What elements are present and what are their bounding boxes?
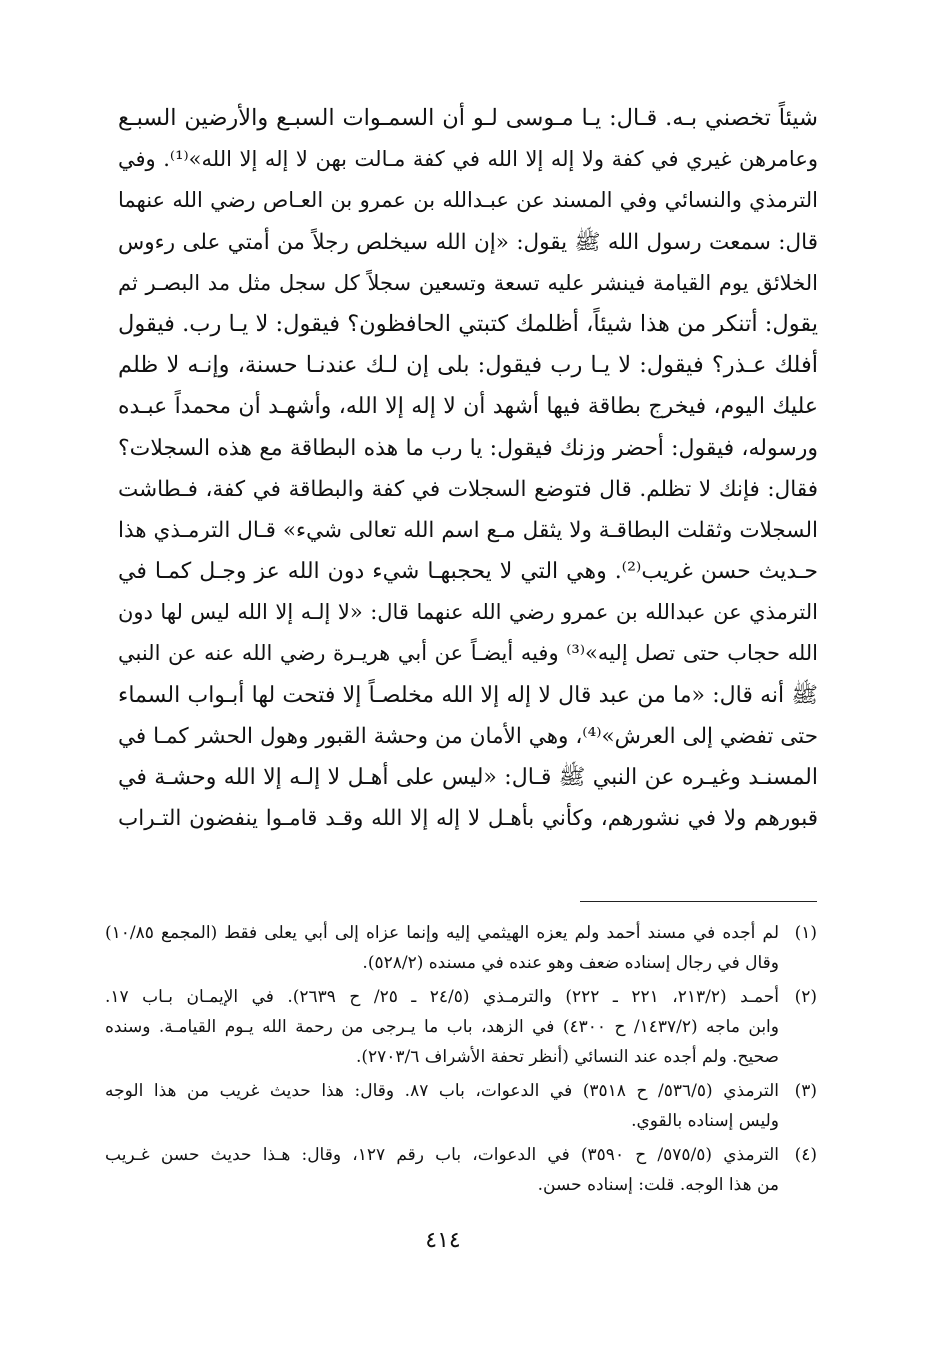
text-line: وعامرهن غيري في كفة ولا إله إلا الله في كفة مـالت بهن لا إله إلا الله»⁽¹⁾. وفي bbox=[118, 147, 818, 172]
footnote-body bbox=[105, 1076, 779, 1136]
footnote-separator bbox=[580, 901, 817, 902]
footnote-marker: (١) bbox=[794, 923, 817, 943]
text-line: شيئاً تخصني بـه. قـال: يـا مـوسى لـو أن السمـوات السبـع والأرضين السبـع bbox=[118, 105, 818, 131]
footnote-body bbox=[105, 982, 779, 1072]
text-line: الله حجاب حتى تصل إليه»⁽³⁾ وفيه أيضـاً عن أبي هريـرة رضي الله عنه عن النبي bbox=[118, 641, 818, 666]
page-number: ٤١٤ bbox=[425, 1228, 461, 1253]
main-text-block bbox=[118, 98, 818, 839]
text-line: ورسوله، فيقول: أحضر وزنك فيقول: يا رب ما هذه البطاقة مع هذه السجلات؟ bbox=[118, 435, 818, 461]
text-line: يقول: أتنكر من هذا شيئاً، أظلمك كتبتي الحافظون؟ فيقول: لا يـا رب. فيقول bbox=[118, 310, 818, 337]
footnote-line: وقال في رجال إسناده ضعف وهو عنده في مسنده (٥٢٨/٢). bbox=[362, 953, 779, 973]
text-line: عليك اليوم، فيخرج بطاقة فيها أشهد أن لا إله إلا الله، وأشهـد أن محمداً عبـده bbox=[118, 394, 818, 420]
footnote-marker: (٤) bbox=[794, 1145, 817, 1165]
footnote bbox=[105, 1140, 817, 1200]
footnote bbox=[105, 918, 817, 978]
text-line: قبورهم ولا في نشورهم، وكأني بأهـل لا إله إلا الله وقـد قامـوا ينفضون التـراب bbox=[118, 806, 818, 832]
footnote-line: وابن ماجه (١٤٣٧/٢/ ح ٤٣٠٠) في الزهد، باب ما يـرجى من رحمة الله يـوم القيامـة. وسنده bbox=[105, 1017, 779, 1037]
footnote-line: وليس إسناده بالقوي. bbox=[631, 1111, 779, 1131]
footnotes-block bbox=[105, 918, 817, 1204]
text-line: أفلك عـذر؟ فيقول: لا يـا رب فيقول: بلى إن لـك عندنـا حسنة، وإنـه لا ظلم bbox=[118, 352, 818, 379]
footnote-body bbox=[105, 1140, 779, 1200]
text-line: الترمذي والنسائي وفي المسند عن عبـدالله بن عمرو بن العـاص رضي الله عنهما bbox=[118, 188, 818, 213]
footnote-line: الترمذي (٥٧٥/٥/ ح ٣٥٩٠) في الدعوات، باب رقم ١٢٧، وقال: هـذا حديث حسن غـريب bbox=[105, 1145, 779, 1165]
footnote bbox=[105, 982, 817, 1072]
text-line: فقال: فإنك لا تظلم. قال فتوضع السجلات في كفة والبطاقة في كفة، فـطاشت bbox=[118, 476, 818, 502]
text-line: الترمذي عن عبدالله بن عمرو رضي الله عنهما قال: «لا إلـه إلا الله ليس لها دون bbox=[118, 600, 818, 625]
footnote-line: أحمـد (٢١٣/٢، ٢٢١ ـ ٢٢٢) والترمـذي (٢٤/٥ ـ ٢٥/ ح ٢٦٣٩). في الإيمـان بـاب ١٧. bbox=[105, 987, 779, 1007]
text-line: حـديث حسن غريب⁽²⁾. وهي التي لا يحجبهـا شيء دون الله عز وجـل كمـا في bbox=[118, 559, 818, 585]
text-line: ﷺ أنه قال: «ما من عبد قال لا إله إلا الله مخلصـاً إلا فتحت لها أبـواب السماء bbox=[118, 682, 818, 708]
text-line: المسنـد وغيـره عن النبي ﷺ قـال: «ليس على أهـل لا إلـه إلا الله وحشـة في bbox=[118, 765, 818, 790]
text-line: السجلات وثقلت البطاقـة ولا يثقل مـع اسم الله تعالى شيء» قـال الترمـذي هذا bbox=[118, 517, 818, 543]
footnote-body bbox=[105, 918, 779, 978]
text-line: حتى تفضي إلى العرش»⁽⁴⁾، وهي الأمان من وحشة القبور وهول الحشر كمـا في bbox=[118, 723, 818, 749]
footnote-line: لم أجده في مسند أحمد ولم يعزه الهيثمي إليه وإنما عزاه إلى أبي يعلى فقط (المجمع ١٠/٨٥) bbox=[105, 923, 779, 943]
footnote-line: الترمذي (٥٣٦/٥/ ح ٣٥١٨) في الدعوات، باب ٨٧. وقال: هذا حديث غريب من هذا الوجه bbox=[105, 1081, 779, 1101]
footnote bbox=[105, 1076, 817, 1136]
footnote-line: صحيح. ولم أجده عند النسائي (أنظر تحفة الأشراف ٢٧٠٣/٦). bbox=[355, 1047, 779, 1067]
footnote-line: من هذا الوجه. قلت: إسناده حسن. bbox=[537, 1175, 779, 1195]
footnote-marker: (٣) bbox=[794, 1081, 817, 1101]
text-line: قال: سمعت رسول الله ﷺ يقول: «إن الله سيخلص رجلاً من أمتي على رءوس bbox=[118, 229, 818, 255]
footnote-marker: (٢) bbox=[794, 987, 817, 1007]
text-line: الخلائق يوم القيامة فينشر عليه تسعة وتسعين سجلاً كل سجل مثل مد البصـر ثم bbox=[118, 270, 818, 295]
